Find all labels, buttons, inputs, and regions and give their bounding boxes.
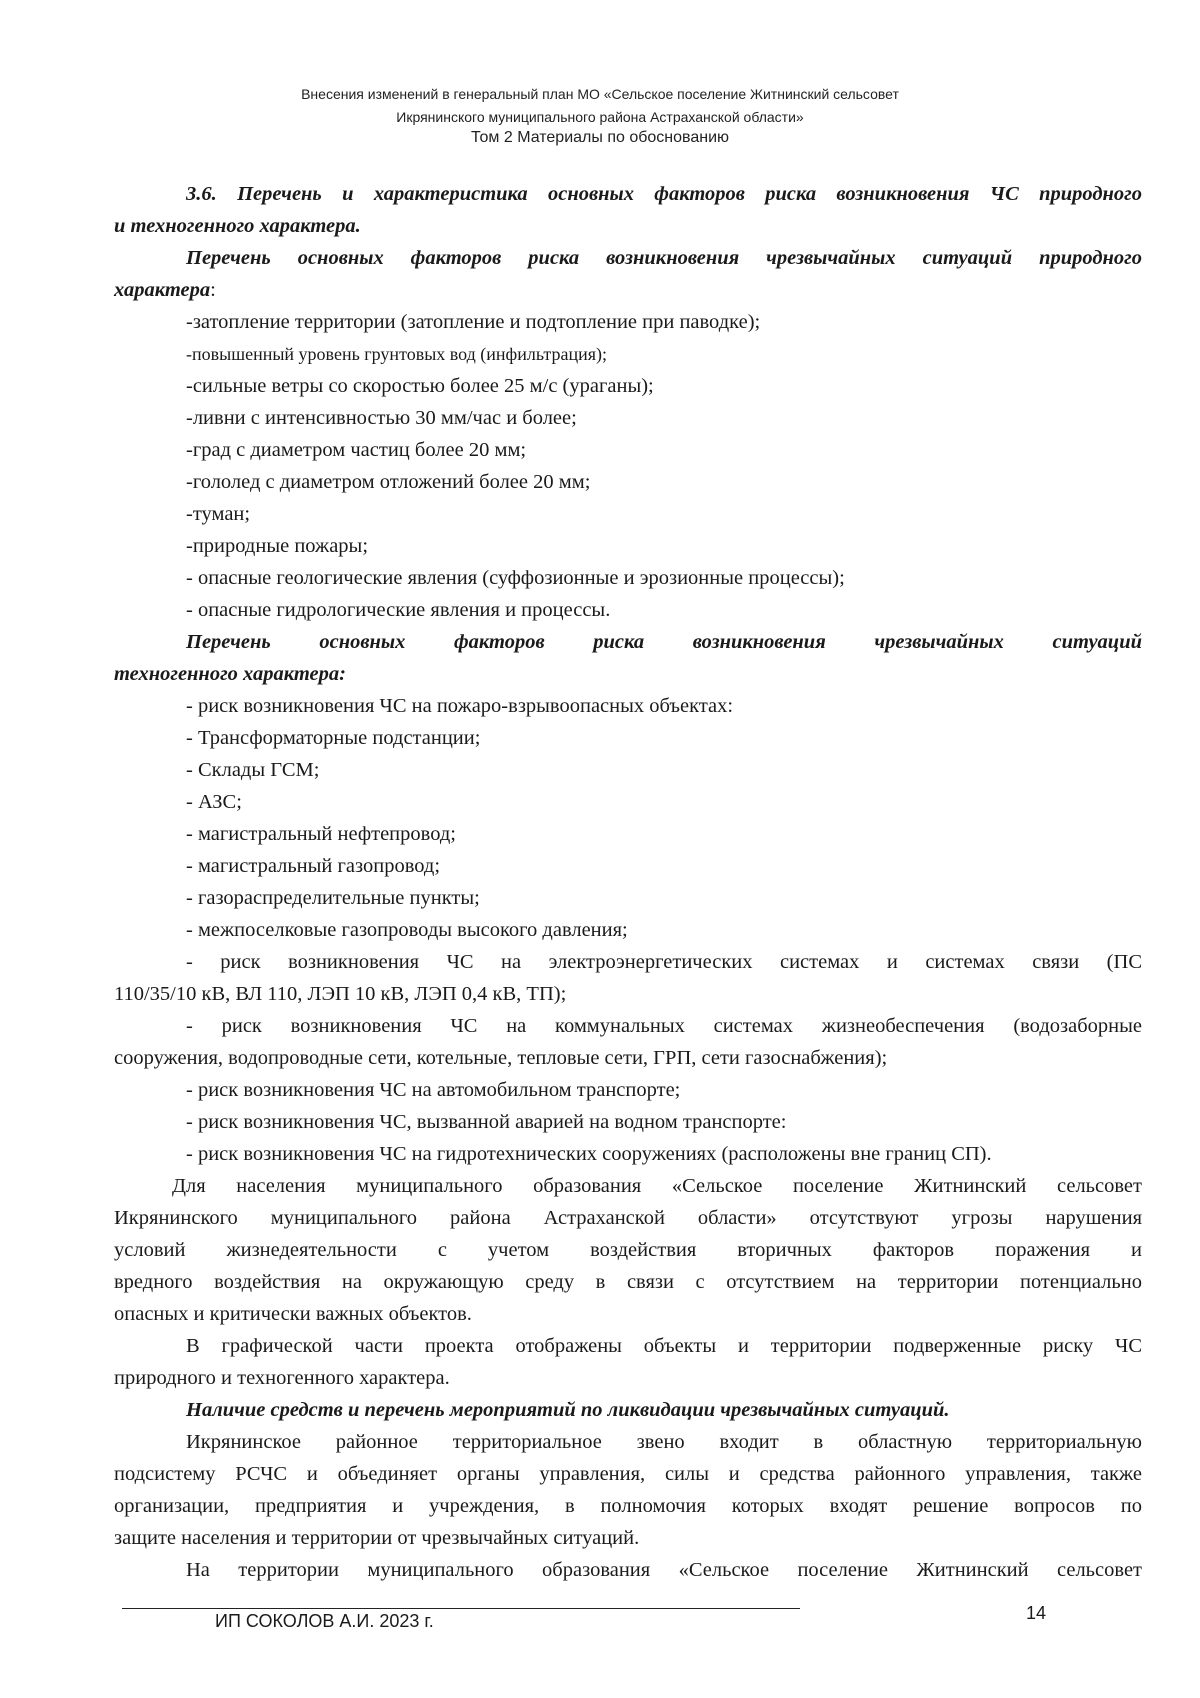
paragraph-line: вредного воздействия на окружающую среду в связи с отсутствием на территории потенциально [114, 1271, 1142, 1293]
paragraph-line: подсистему РСЧС и объединяет органы управления, силы и средства районного управления, также [114, 1463, 1142, 1485]
paragraph-line: защите населения и территории от чрезвычайных ситуаций. [114, 1527, 640, 1549]
list-item: - магистральный нефтепровод; [186, 823, 456, 845]
list-item: - риск возникновения ЧС, вызванной аварией на водном транспорте: [186, 1111, 787, 1133]
energy-risk-line-1: - риск возникновения ЧС на электроэнергетических системах и системах связи (ПС [186, 951, 1142, 973]
paragraph-line: опасных и критически важных объектов. [114, 1303, 472, 1325]
natural-risks-heading-word: характера [114, 279, 211, 301]
communal-risk-line-2: сооружения, водопроводные сети, котельные, тепловые сети, ГРП, сети газоснабжения); [114, 1047, 888, 1069]
paragraph-line: Икрянинское районное территориальное звено входит в областную территориальную [186, 1431, 1142, 1453]
list-item: - риск возникновения ЧС на пожаро-взрывоопасных объектах: [186, 695, 734, 717]
natural-risks-heading-line-2 [114, 274, 1142, 306]
list-item: - АЗС; [186, 791, 242, 813]
paragraph-line: Икрянинского муниципального района Астраханской области» отсутствуют угрозы нарушения [114, 1207, 1142, 1229]
list-item: -туман; [186, 503, 251, 525]
list-item: -затопление территории (затопление и подтопление при паводке); [186, 311, 761, 333]
paragraph-line: На территории муниципального образования «Сельское поселение Житнинский сельсовет [186, 1559, 1142, 1581]
list-item: - риск возникновения ЧС на автомобильном транспорте; [186, 1079, 681, 1101]
document-body [114, 178, 1142, 1586]
list-item: - риск возникновения ЧС на гидротехнических сооружениях (расположены вне границ СП). [186, 1143, 992, 1165]
list-item: -ливни с интенсивностью 30 мм/час и более; [186, 407, 577, 429]
list-item: -природные пожары; [186, 535, 369, 557]
page-number: 14 [1026, 1603, 1047, 1623]
paragraph-line: В графической части проекта отображены объекты и территории подверженные риску ЧС [186, 1335, 1142, 1357]
running-header-volume: Том 2 Материалы по обоснованию [470, 129, 730, 146]
paragraph-line: условий жизнедеятельности с учетом воздействия вторичных факторов поражения и [114, 1239, 1142, 1261]
tech-risks-heading-line-2: техногенного характера: [114, 663, 346, 685]
list-item: -гололед с диаметром отложений более 20 мм; [186, 471, 591, 493]
running-header-line-2: Икрянинского муниципального района Астраханской области» [396, 109, 804, 125]
paragraph-line: организации, предприятия и учреждения, в полномочия которых входят решение вопросов по [114, 1495, 1142, 1517]
means-heading: Наличие средств и перечень мероприятий по ликвидации чрезвычайных ситуаций. [186, 1399, 950, 1421]
list-item: - Склады ГСМ; [186, 759, 320, 781]
paragraph-line: природного и техногенного характера. [114, 1367, 450, 1389]
natural-risks-heading-colon: : [210, 279, 216, 301]
section-title-line-1: 3.6. Перечень и характеристика основных факторов риска возникновения ЧС природного [186, 183, 1142, 205]
paragraph-line: Для населения муниципального образования «Сельское поселение Житнинский сельсовет [172, 1175, 1142, 1197]
list-item: -град с диаметром частиц более 20 мм; [186, 439, 527, 461]
communal-risk-line-1: - риск возникновения ЧС на коммунальных системах жизнеобеспечения (водозаборные [186, 1015, 1142, 1037]
tech-risks-heading-line-1: Перечень основных факторов риска возникновения чрезвычайных ситуаций [186, 631, 1142, 653]
list-item: - Трансформаторные подстанции; [186, 727, 481, 749]
footer-divider [122, 1608, 800, 1609]
list-item: - межпоселковые газопроводы высокого давления; [186, 919, 628, 941]
natural-risks-heading-line-1: Перечень основных факторов риска возникновения чрезвычайных ситуаций природного [186, 247, 1142, 269]
section-title-line-2: и техногенного характера. [114, 215, 361, 237]
list-item: -сильные ветры со скоростью более 25 м/с (ураганы); [186, 375, 654, 397]
list-item: - опасные гидрологические явления и процессы. [186, 599, 611, 621]
list-item: - опасные геологические явления (суффозионные и эрозионные процессы); [186, 567, 845, 589]
running-header-line-1: Внесения изменений в генеральный план МО «Сельское поселение Житнинский сельсовет [301, 86, 899, 102]
list-item: - газораспределительные пункты; [186, 887, 480, 909]
energy-risk-line-2: 110/35/10 кВ, ВЛ 110, ЛЭП 10 кВ, ЛЭП 0,4 кВ, ТП); [114, 983, 567, 1005]
footer-author: ИП СОКОЛОВ А.И. 2023 г. [215, 1611, 434, 1631]
list-item: -повышенный уровень грунтовых вод (инфильтрация); [186, 344, 607, 364]
list-item: - магистральный газопровод; [186, 855, 441, 877]
